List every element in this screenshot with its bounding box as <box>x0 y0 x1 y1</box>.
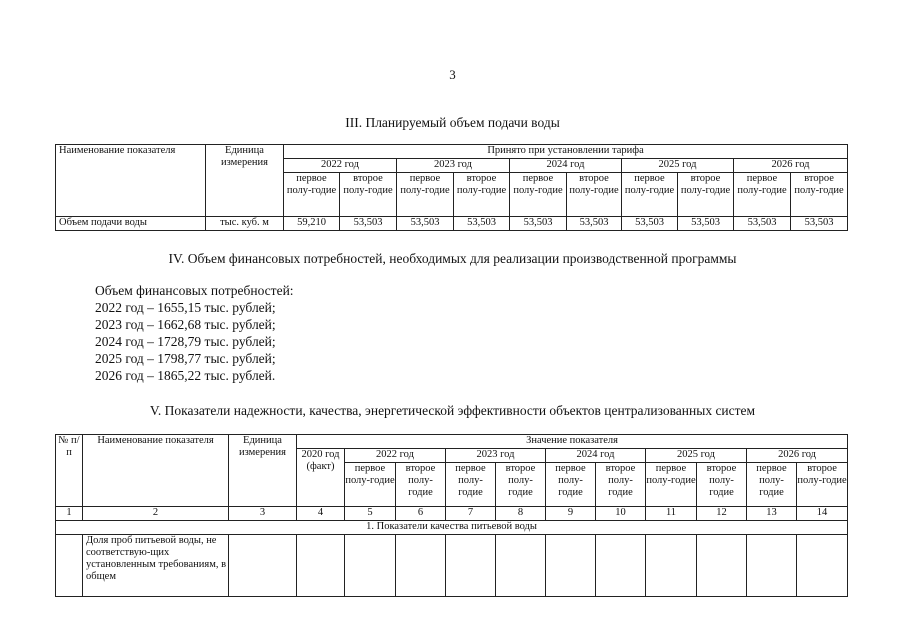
row-name: Объем подачи воды <box>56 217 206 231</box>
water-supply-table <box>55 144 848 231</box>
column-number: 3 <box>229 507 297 521</box>
section-3-heading: III. Планируемый объем подачи воды <box>345 115 560 130</box>
column-number: 1 <box>56 507 83 521</box>
half-first: первое полу-годие <box>546 463 596 507</box>
value-cell <box>747 535 797 597</box>
value-cell <box>646 535 697 597</box>
row-indicator-name: Доля проб питьевой воды, не соответствую-щих установленным требованиям, в общем <box>83 535 229 597</box>
value-cell: 53,503 <box>340 217 397 231</box>
value-cell <box>446 535 496 597</box>
column-number: 12 <box>697 507 747 521</box>
year-2024: 2024 год <box>510 159 622 173</box>
year-2023: 2023 год <box>397 159 510 173</box>
year-2025: 2025 год <box>622 159 734 173</box>
year-2024: 2024 год <box>546 449 646 463</box>
half-first: первое полу-годие <box>397 173 454 217</box>
half-second: второе полу-годие <box>596 463 646 507</box>
row-unit <box>229 535 297 597</box>
page-number: 3 <box>449 67 456 82</box>
half-second: второе полу-годие <box>791 173 848 217</box>
value-cell <box>496 535 546 597</box>
half-second: второе полу-годие <box>496 463 546 507</box>
year-2026: 2026 год <box>747 449 848 463</box>
value-cell <box>797 535 848 597</box>
value-cell: 53,503 <box>622 217 678 231</box>
header-indicator-name: Наименование показателя <box>56 145 206 217</box>
half-first: первое полу-годие <box>646 463 697 507</box>
year-2026: 2026 год <box>734 159 848 173</box>
header-value: Значение показателя <box>297 435 848 449</box>
financial-line: 2023 год – 1662,68 тыс. рублей; <box>95 317 276 332</box>
half-first: первое полу-годие <box>345 463 396 507</box>
half-second: второе полу-годие <box>678 173 734 217</box>
column-number: 10 <box>596 507 646 521</box>
year-2020-fact: 2020 год (факт) <box>297 449 345 507</box>
half-second: второе полу-годие <box>567 173 622 217</box>
row-number <box>56 535 83 597</box>
half-first: первое полу-годие <box>510 173 567 217</box>
value-cell: 53,503 <box>734 217 791 231</box>
column-number: 9 <box>546 507 596 521</box>
group-title: 1. Показатели качества питьевой воды <box>56 521 848 535</box>
value-cell <box>297 535 345 597</box>
row-unit: тыс. куб. м <box>206 217 284 231</box>
half-second: второе полу-годие <box>340 173 397 217</box>
column-number: 6 <box>396 507 446 521</box>
value-cell: 53,503 <box>397 217 454 231</box>
financial-intro: Объем финансовых потребностей: <box>95 283 294 298</box>
column-number: 5 <box>345 507 396 521</box>
header-indicator-name: Наименование показателя <box>83 435 229 507</box>
value-cell: 53,503 <box>791 217 848 231</box>
section-4-heading: IV. Объем финансовых потребностей, необходимых для реализации производственной программы <box>168 251 737 266</box>
year-2022: 2022 год <box>284 159 397 173</box>
value-cell <box>345 535 396 597</box>
half-second: второе полу-годие <box>454 173 510 217</box>
financial-line: 2022 год – 1655,15 тыс. рублей; <box>95 300 276 315</box>
column-number: 8 <box>496 507 546 521</box>
financial-line: 2024 год – 1728,79 тыс. рублей; <box>95 334 276 349</box>
half-first: первое полу-годие <box>446 463 496 507</box>
value-cell <box>546 535 596 597</box>
year-2025: 2025 год <box>646 449 747 463</box>
half-first: первое полу-годие <box>622 173 678 217</box>
half-first: первое полу-годие <box>734 173 791 217</box>
column-number: 11 <box>646 507 697 521</box>
half-second: второе полу-годие <box>797 463 848 507</box>
year-2022: 2022 год <box>345 449 446 463</box>
column-number: 14 <box>797 507 848 521</box>
value-cell <box>596 535 646 597</box>
half-first: первое полу-годие <box>284 173 340 217</box>
half-second: второе полу-годие <box>396 463 446 507</box>
value-cell <box>697 535 747 597</box>
value-cell: 53,503 <box>678 217 734 231</box>
reliability-indicators-table <box>55 434 848 597</box>
financial-line: 2025 год – 1798,77 тыс. рублей; <box>95 351 276 366</box>
header-unit: Единица измерения <box>206 145 284 217</box>
section-5-heading: V. Показатели надежности, качества, энергетической эффективности объектов централизованных систем <box>149 403 756 418</box>
half-first: первое полу-годие <box>747 463 797 507</box>
column-number: 4 <box>297 507 345 521</box>
column-number: 2 <box>83 507 229 521</box>
value-cell <box>396 535 446 597</box>
value-cell: 59,210 <box>284 217 340 231</box>
header-unit: Единица измерения <box>229 435 297 507</box>
column-number: 13 <box>747 507 797 521</box>
year-2023: 2023 год <box>446 449 546 463</box>
header-number: № п/п <box>56 435 83 507</box>
value-cell: 53,503 <box>567 217 622 231</box>
financial-line: 2026 год – 1865,22 тыс. рублей. <box>95 368 276 383</box>
value-cell: 53,503 <box>454 217 510 231</box>
financial-needs-block <box>95 282 294 384</box>
value-cell: 53,503 <box>510 217 567 231</box>
header-accepted: Принято при установлении тарифа <box>284 145 848 159</box>
half-second: второе полу-годие <box>697 463 747 507</box>
column-number: 7 <box>446 507 496 521</box>
